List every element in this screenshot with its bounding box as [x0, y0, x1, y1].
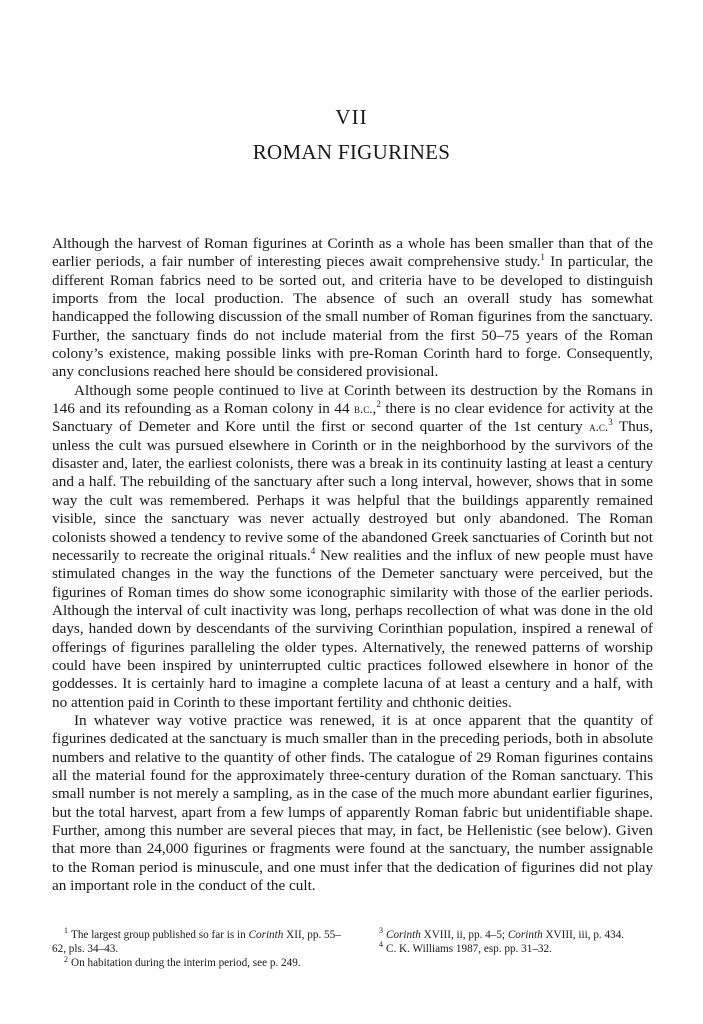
paragraph-3	[52, 712, 653, 895]
era-abbreviation: b.c.	[354, 401, 373, 417]
footnote-title: Corinth	[248, 929, 284, 941]
footnotes-left-column	[52, 928, 342, 971]
footnote-title: Corinth	[507, 929, 543, 941]
paragraph-text: In particular, the different Roman fabrics need to be sorted out, and criteria have to be developed to distinguish imports from the local production. The absence of such an overall study has somewhat handicapped the following discussion of the small number of Roman figurines from the sanctuary. Further, the sanctuary finds do not include material from the first 50–75 years of the Roman colony’s existence, making possible links with pre-Roman Corinth hard to forge. Consequently, any conclusions reached here should be considered provisional.	[52, 253, 654, 381]
footnote-text: On habitation during the interim period, see p. 249.	[71, 957, 301, 970]
footnote-text: XII, pp. 55–62, pls. 34–43.	[52, 929, 341, 956]
footnote-text: C. K. Williams 1987, esp. pp. 31–32.	[386, 943, 552, 956]
footnote-number: 4	[379, 940, 383, 950]
footnote-ref-1: 1	[540, 252, 545, 263]
footnote-text: The largest group published so far is in	[71, 929, 249, 941]
paragraph-text: there is no clear evidence for activity at the Sanctuary of Demeter and Kore until the first or second quarter of the 1st century	[52, 400, 653, 436]
footnote-4	[379, 942, 669, 956]
footnote-number: 1	[64, 926, 68, 936]
footnote-2	[52, 956, 342, 970]
footnote-text: XVIII, iii, p. 434.	[542, 929, 625, 941]
paragraph-text: Although some people continued to live at Corinth between its destruction by the Romans in 146 and its refounding as a Roman colony in 44	[52, 381, 653, 418]
body-text	[52, 235, 653, 895]
chapter-title: ROMAN FIGURINES	[252, 140, 451, 164]
era-abbreviation: a.c.	[589, 419, 609, 435]
paragraph-text: ,	[372, 400, 377, 418]
paragraph-text: Although the harvest of Roman figurines at Corinth as a whole has been smaller than that of the earlier periods, a fair number of interesting pieces await comprehensive study.	[52, 235, 653, 271]
footnote-number: 2	[64, 954, 68, 964]
paragraph-2	[52, 382, 653, 712]
footnote-1	[52, 928, 342, 956]
footnote-ref-4: 4	[310, 545, 316, 556]
footnote-ref-2: 2	[376, 399, 381, 410]
footnote-ref-3: 3	[608, 417, 613, 428]
footnote-3	[379, 928, 669, 942]
footnote-title: Corinth	[386, 929, 421, 941]
footnote-text: XVIII, ii, pp. 4–5;	[420, 929, 508, 941]
footnotes-right-column	[379, 928, 669, 956]
paragraph-text: New realities and the influx of new people must have stimulated changes in the way the functions of the Demeter sanctuary were perceived, but the figurines of Roman times do show some iconographic similarity with those of the earlier periods. Although the interval of cult inactivity was long, perhaps recollection of what was done in the old days, handed down by descendants of the surviving Corinthian population, inspired a renewal of offerings of figurines paralleling the older types. Alternatively, the renewed patterns of worship could have been inspired by uninterrupted cultic practices followed elsewhere in honor of the goddesses. It is certainly hard to imagine a complete lacuna of at least a century and a half, with no attention paid in Corinth to these important fertility and chthonic deities.	[52, 546, 653, 711]
footnote-number: 3	[379, 926, 383, 936]
paragraph-1	[52, 235, 653, 382]
chapter-number: VII	[335, 105, 368, 129]
paragraph-text: Thus, unless the cult was pursued elsewhere in Corinth or in the neighborhood by the survivors of the disaster and, later, the earliest colonists, there was a break in its continuity lasting at least a century and a half. The rebuilding of the sanctuary after such a long interval, however, shows that in some way the cult was remembered. Perhaps it was helpful that the buildings apparently remained visible, since the sanctuary was never actually destroyed but only abandoned. The Roman colonists showed a tendency to revive some of the abandoned Greek sanctuaries of Corinth but not necessarily to recreate the original rituals.	[52, 418, 653, 564]
paragraph-text: In whatever way votive practice was renewed, it is at once apparent that the quantity of figurines dedicated at the sanctuary is much smaller than in the preceding periods, both in absolute numbers and relative to the quantity of other finds. The catalogue of 29 Roman figurines contains all the material found for the approximately three-century duration of the Roman sanctuary. This small number is not merely a sampling, as in the case of the much more abundant earlier figurines, but the total harvest, apart from a few lumps of apparently Roman fabric but unidentifiable shape. Further, among this number are several pieces that may, in fact, be Hellenistic (see below). Given that more than 24,000 figurines or fragments were found at the sanctuary, the number assignable to the Roman period is minuscule, and one must infer that the dedication of figurines did not play an important role in the conduct of the cult.	[52, 711, 653, 895]
